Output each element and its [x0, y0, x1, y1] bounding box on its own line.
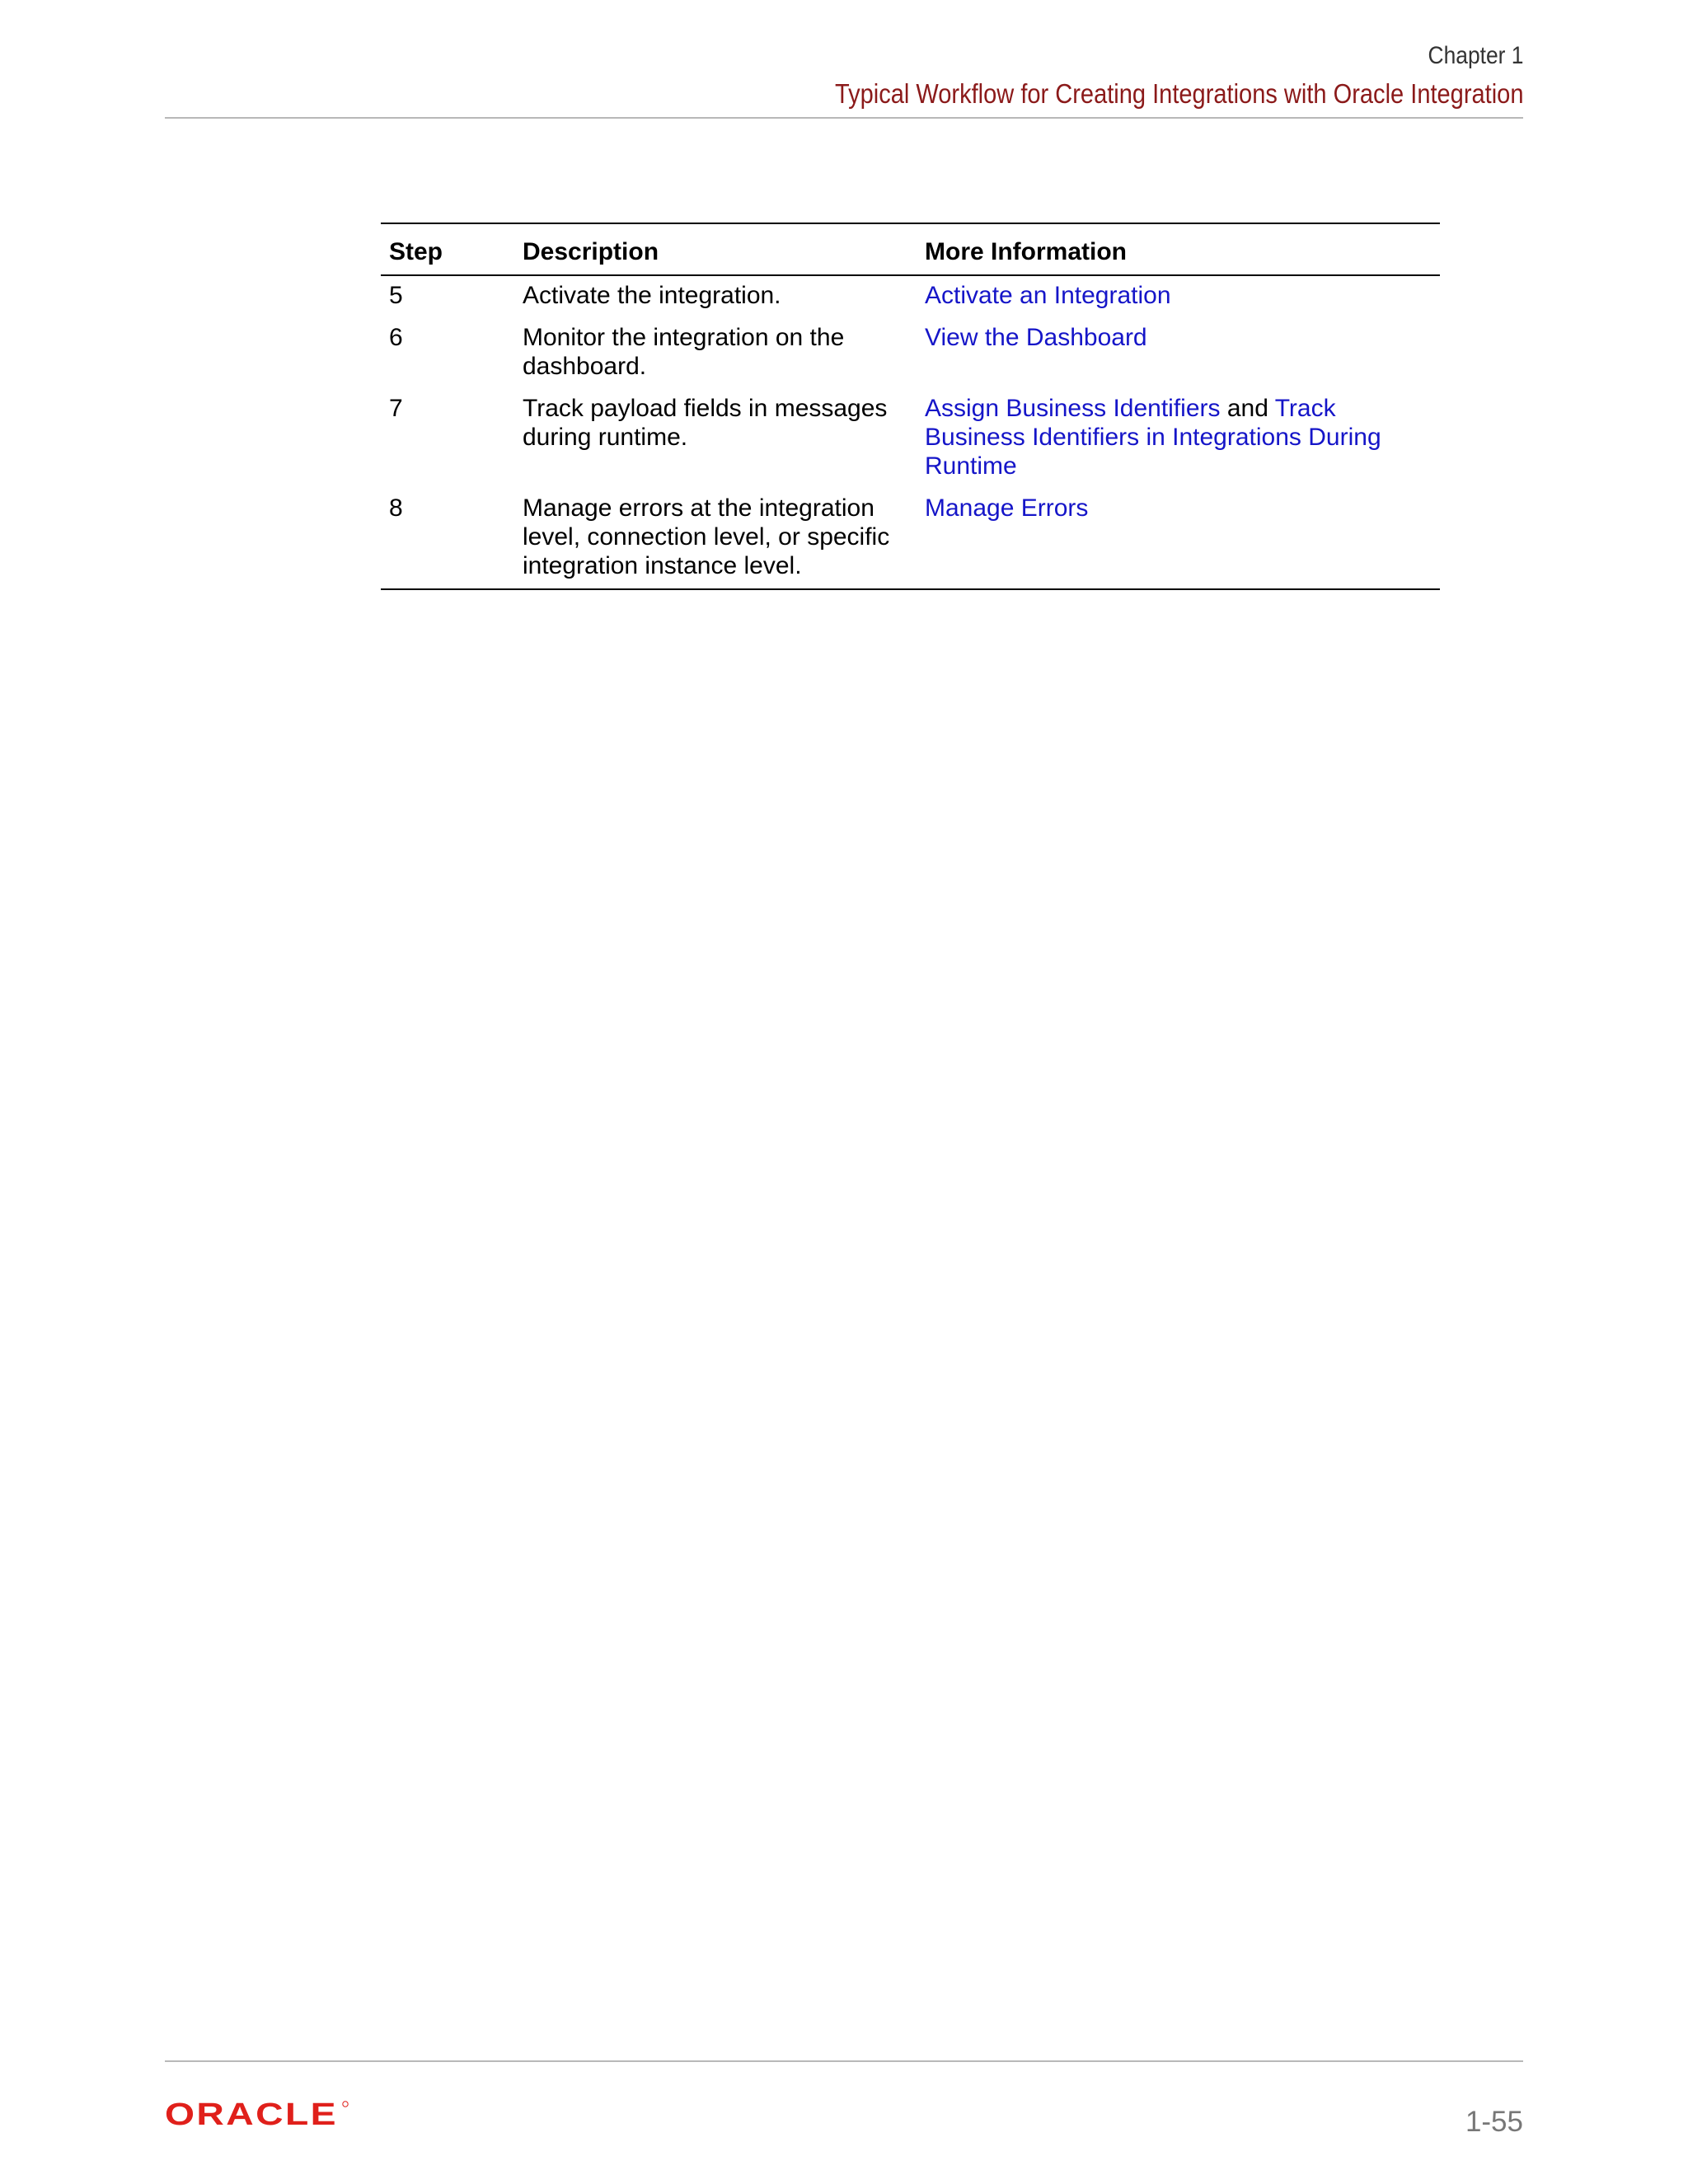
step-description: Monitor the integration on the dashboard. [523, 324, 845, 380]
step-number: 8 [381, 489, 514, 589]
oracle-logo [165, 2100, 350, 2128]
chapter-label: Chapter 1 [1428, 42, 1523, 69]
table-row [381, 389, 1440, 489]
table-row [381, 318, 1440, 389]
footer-divider [165, 2060, 1523, 2062]
link-track-business-identifiers[interactable]: Track Business Identifiers in Integrations During Runtime [925, 395, 1381, 480]
column-header-description: Description [514, 223, 917, 275]
more-info-cell [917, 489, 1440, 589]
step-description: Track payload fields in messages during runtime. [523, 395, 888, 451]
column-header-step: Step [381, 223, 514, 275]
table-row [381, 489, 1440, 589]
more-info-cell [917, 318, 1440, 389]
step-description: Manage errors at the integration level, connection level, or specific integration instance level. [514, 489, 917, 589]
header-divider [165, 117, 1523, 119]
step-number: 6 [389, 324, 403, 351]
page-number: 1-55 [1465, 2106, 1523, 2138]
more-info-cell [917, 389, 1440, 489]
running-header [741, 40, 1523, 112]
table-row [381, 275, 1440, 318]
step-number: 5 [389, 282, 403, 309]
link-activate-integration[interactable]: Activate an Integration [925, 282, 1171, 309]
workflow-table [381, 223, 1440, 590]
link-view-dashboard[interactable]: View the Dashboard [925, 324, 1147, 351]
link-connector-text: and [1226, 395, 1268, 422]
column-header-more-information: More Information [917, 223, 1440, 275]
link-assign-business-identifiers[interactable]: Assign Business Identifiers [925, 395, 1221, 422]
step-description: Activate the integration. [523, 282, 781, 309]
section-title: Typical Workflow for Creating Integrations with Oracle Integration [834, 78, 1523, 109]
link-manage-errors[interactable]: Manage Errors [925, 494, 1089, 522]
svg-text:ORACLE: ORACLE [165, 2100, 338, 2128]
more-info-cell [917, 275, 1440, 318]
table-header-row [381, 223, 1440, 275]
step-number: 7 [389, 395, 403, 422]
